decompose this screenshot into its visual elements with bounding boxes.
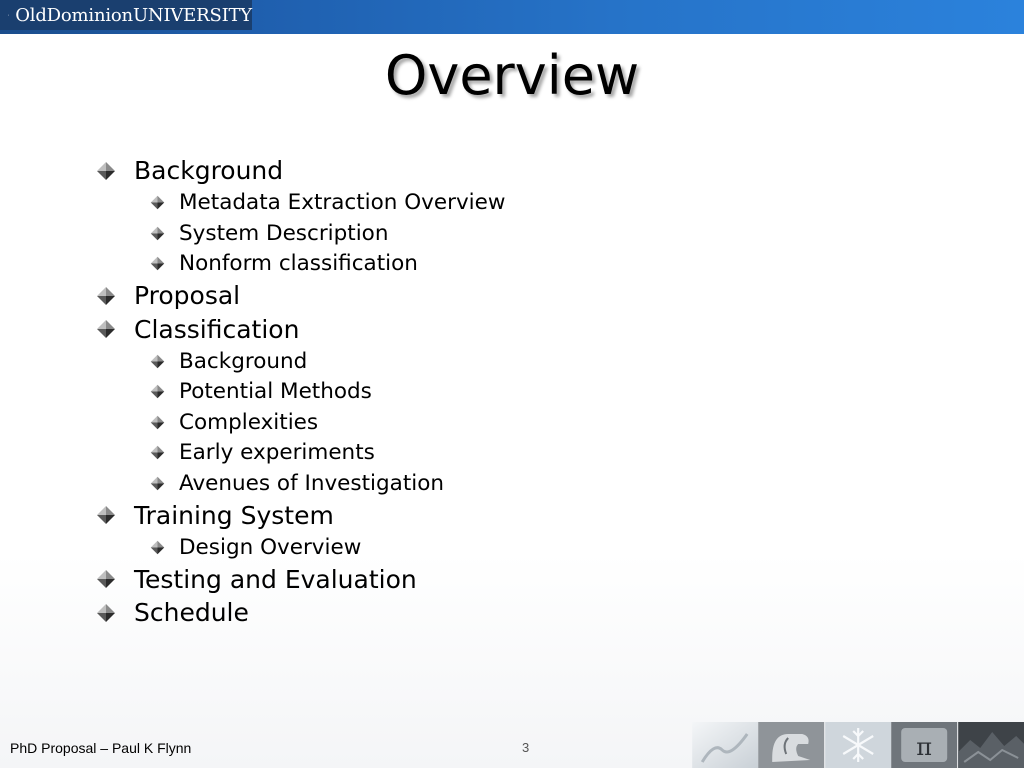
outline-item-text: Design Overview: [179, 534, 362, 560]
outline-item-text: Proposal: [134, 281, 241, 311]
svg-text:π: π: [916, 733, 933, 761]
diamond-bullet-icon: [150, 476, 165, 491]
outline-item-text: Schedule: [134, 598, 249, 628]
outline-item: [96, 563, 505, 597]
outline-item-text: Background: [179, 348, 308, 374]
photo-dark-texture-image: [958, 722, 1024, 768]
outline-subitem: [96, 218, 505, 249]
photo-sculpture-image: [758, 722, 824, 768]
photo-strip: [692, 722, 1024, 768]
outline-subitem: [96, 188, 505, 219]
university-logo: [0, 0, 252, 30]
outline-subitem: [96, 532, 505, 563]
outline-item: [96, 154, 505, 188]
header-banner: [0, 0, 1024, 34]
outline-item-text: System Description: [179, 220, 389, 246]
diamond-bullet-icon: [150, 195, 165, 210]
outline-item-text: Potential Methods: [179, 379, 372, 405]
outline-subitem: [96, 249, 505, 280]
diamond-bullet-icon: [150, 226, 165, 241]
diamond-bullet-icon: [96, 319, 116, 339]
outline-item-text: Classification: [134, 314, 300, 344]
logo-wordmark: OldDominionUNIVERSITY: [15, 4, 252, 26]
outline-subitem: [96, 438, 505, 469]
diamond-bullet-icon: [96, 161, 116, 181]
footer-author: PhD Proposal – Paul K Flynn: [10, 740, 192, 756]
diamond-bullet-icon: [150, 540, 165, 555]
diamond-bullet-icon: [150, 445, 165, 460]
outline-item: [96, 596, 505, 630]
photo-snowflake-image: [825, 722, 891, 768]
outline-subitem: [96, 346, 505, 377]
outline-item: [96, 313, 505, 347]
diamond-bullet-icon: [96, 505, 116, 525]
diamond-bullet-icon: [150, 384, 165, 399]
outline-item-text: Training System: [134, 500, 334, 530]
page-number: 3: [522, 740, 530, 755]
outline-subitem: [96, 377, 505, 408]
outline-list: [96, 154, 505, 630]
outline-subitem: [96, 407, 505, 438]
outline-item-text: Complexities: [179, 409, 319, 435]
diamond-bullet-icon: [96, 603, 116, 623]
crown-icon: [8, 7, 9, 23]
outline-item-text: Early experiments: [179, 440, 375, 466]
diamond-bullet-icon: [150, 354, 165, 369]
photo-pi-image: [891, 722, 957, 768]
diamond-bullet-icon: [150, 256, 165, 271]
outline-item: [96, 499, 505, 533]
photo-frost-image: [692, 722, 758, 768]
outline-item-text: Background: [134, 156, 284, 186]
outline-item-text: Testing and Evaluation: [134, 564, 417, 594]
outline-item-text: Metadata Extraction Overview: [179, 190, 506, 216]
diamond-bullet-icon: [96, 286, 116, 306]
diamond-bullet-icon: [150, 415, 165, 430]
outline-item: [96, 279, 505, 313]
outline-item-text: Avenues of Investigation: [179, 470, 445, 496]
outline-item-text: Nonform classification: [179, 251, 418, 277]
outline-subitem: [96, 468, 505, 499]
diamond-bullet-icon: [96, 569, 116, 589]
slide-title: Overview: [384, 44, 640, 107]
